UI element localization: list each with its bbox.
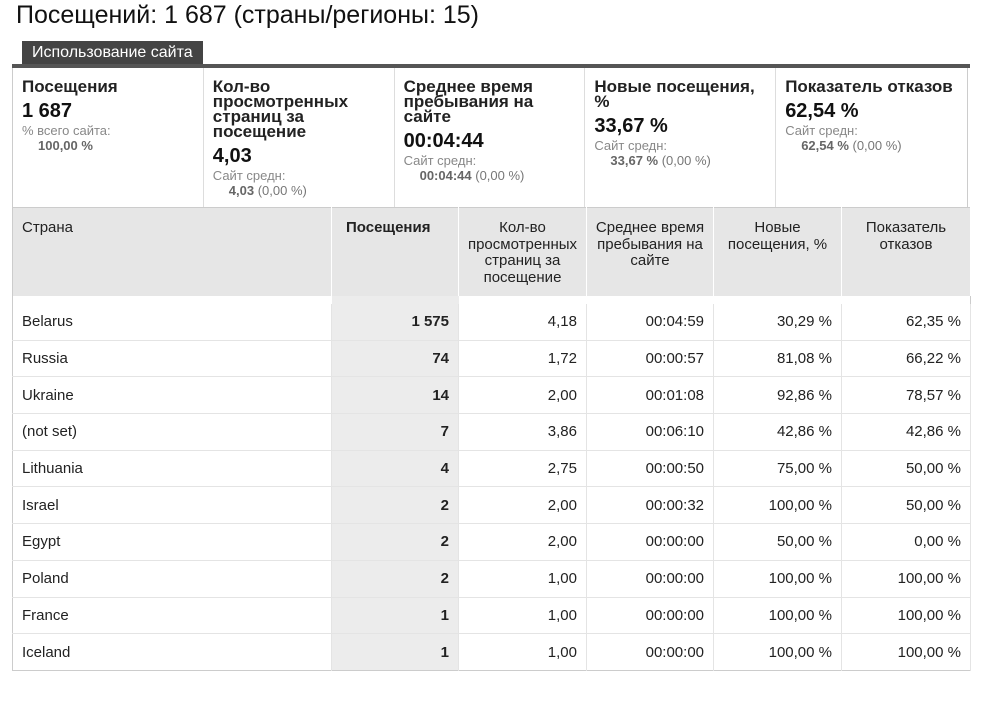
metric-sub-value: 100,00 %	[38, 138, 93, 153]
cell-pages-per-visit: 2,00	[459, 377, 587, 414]
cell-visits: 74	[332, 340, 459, 377]
cell-pages-per-visit: 1,00	[459, 560, 587, 597]
cell-pages-per-visit: 2,75	[459, 450, 587, 487]
cell-visits: 7	[332, 414, 459, 451]
cell-bounce-rate: 100,00 %	[842, 597, 971, 634]
column-header-avg-time[interactable]: Среднее время пребывания на сайте	[587, 208, 714, 296]
cell-new-visits: 92,86 %	[714, 377, 842, 414]
cell-country[interactable]: Israel	[13, 487, 332, 524]
cell-country[interactable]: France	[13, 597, 332, 634]
country-table	[12, 207, 971, 671]
metric-pages-per-visit	[204, 68, 395, 207]
cell-country[interactable]: Russia	[13, 340, 332, 377]
column-header-country[interactable]: Страна	[13, 208, 332, 296]
metrics-summary	[12, 68, 968, 207]
cell-bounce-rate: 62,35 %	[842, 304, 971, 341]
metric-sub-label: Сайт средн:	[785, 123, 858, 138]
cell-avg-time: 00:00:32	[587, 487, 714, 524]
table-header-row	[13, 208, 971, 296]
cell-new-visits: 42,86 %	[714, 414, 842, 451]
metric-bounce-rate	[776, 68, 967, 207]
metric-title: Новые посещения, %	[594, 77, 755, 111]
cell-avg-time: 00:06:10	[587, 414, 714, 451]
column-header-new-visits[interactable]: Новые посещения, %	[714, 208, 842, 296]
cell-country[interactable]: Iceland	[13, 634, 332, 671]
cell-visits: 2	[332, 524, 459, 561]
cell-bounce-rate: 50,00 %	[842, 450, 971, 487]
metric-new-visits	[585, 68, 776, 207]
cell-bounce-rate: 0,00 %	[842, 524, 971, 561]
metric-sub-value: 00:04:44 (0,00 %)	[419, 168, 525, 183]
cell-visits: 2	[332, 560, 459, 597]
cell-new-visits: 50,00 %	[714, 524, 842, 561]
table-row	[13, 377, 971, 414]
tab-site-usage[interactable]: Использование сайта	[22, 41, 203, 65]
metric-title: Посещения	[22, 77, 118, 96]
column-header-visits[interactable]: Посещения	[332, 208, 459, 296]
cell-avg-time: 00:00:00	[587, 597, 714, 634]
metric-sub-label: Сайт средн:	[212, 168, 286, 183]
metric-value: 4,03	[212, 145, 252, 167]
metric-value: 00:04:44	[403, 130, 484, 152]
cell-country[interactable]: Lithuania	[13, 450, 332, 487]
cell-avg-time: 00:00:00	[587, 524, 714, 561]
metric-sub-label: Сайт средн:	[403, 153, 477, 168]
cell-pages-per-visit: 2,00	[459, 524, 587, 561]
page-title: Посещений: 1 687 (страны/регионы: 15)	[16, 1, 480, 29]
table-row	[13, 634, 971, 671]
table-row	[13, 414, 971, 451]
cell-avg-time: 00:00:00	[587, 560, 714, 597]
cell-avg-time: 00:00:57	[587, 340, 714, 377]
cell-avg-time: 00:01:08	[587, 377, 714, 414]
metric-title: Кол-во просмотренных страниц за посещение	[212, 77, 349, 141]
cell-bounce-rate: 50,00 %	[842, 487, 971, 524]
cell-bounce-rate: 100,00 %	[842, 560, 971, 597]
metric-sub-label: % всего сайта:	[22, 123, 111, 138]
cell-new-visits: 75,00 %	[714, 450, 842, 487]
cell-pages-per-visit: 1,00	[459, 597, 587, 634]
cell-avg-time: 00:04:59	[587, 304, 714, 341]
cell-new-visits: 30,29 %	[714, 304, 842, 341]
cell-avg-time: 00:00:00	[587, 634, 714, 671]
cell-avg-time: 00:00:50	[587, 450, 714, 487]
cell-pages-per-visit: 1,00	[459, 634, 587, 671]
metric-sub-value: 62,54 % (0,00 %)	[801, 138, 902, 153]
metric-avg-time	[395, 68, 586, 207]
cell-visits: 2	[332, 487, 459, 524]
cell-visits: 4	[332, 450, 459, 487]
cell-bounce-rate: 42,86 %	[842, 414, 971, 451]
metric-title: Показатель отказов	[785, 77, 953, 96]
table-spacer	[13, 296, 971, 304]
column-header-bounce-rate[interactable]: Показатель отказов	[842, 208, 971, 296]
cell-pages-per-visit: 1,72	[459, 340, 587, 377]
cell-visits: 1	[332, 597, 459, 634]
cell-new-visits: 100,00 %	[714, 634, 842, 671]
table-row	[13, 524, 971, 561]
metric-value: 62,54 %	[785, 100, 859, 122]
metric-value: 33,67 %	[594, 115, 668, 137]
metric-sub-value: 33,67 % (0,00 %)	[610, 153, 711, 168]
cell-pages-per-visit: 2,00	[459, 487, 587, 524]
metric-sub-value: 4,03 (0,00 %)	[228, 183, 307, 198]
cell-pages-per-visit: 3,86	[459, 414, 587, 451]
table-row	[13, 560, 971, 597]
table-row	[13, 597, 971, 634]
metric-sub-label: Сайт средн:	[594, 138, 668, 153]
cell-bounce-rate: 78,57 %	[842, 377, 971, 414]
cell-pages-per-visit: 4,18	[459, 304, 587, 341]
metric-title: Среднее время пребывания на сайте	[403, 77, 534, 126]
cell-visits: 1	[332, 634, 459, 671]
table-row	[13, 487, 971, 524]
cell-new-visits: 100,00 %	[714, 597, 842, 634]
metric-visits	[13, 68, 204, 207]
cell-visits: 14	[332, 377, 459, 414]
cell-new-visits: 100,00 %	[714, 560, 842, 597]
cell-country[interactable]: Belarus	[13, 304, 332, 341]
cell-bounce-rate: 66,22 %	[842, 340, 971, 377]
cell-country[interactable]: Poland	[13, 560, 332, 597]
cell-country[interactable]: Ukraine	[13, 377, 332, 414]
table-row	[13, 340, 971, 377]
metric-value: 1 687	[22, 100, 73, 122]
cell-visits: 1 575	[332, 304, 459, 341]
column-header-pages-per-visit[interactable]: Кол-во просмотренных страниц за посещение	[459, 208, 587, 296]
cell-country[interactable]: Egypt	[13, 524, 332, 561]
cell-country[interactable]: (not set)	[13, 414, 332, 451]
table-row	[13, 450, 971, 487]
cell-bounce-rate: 100,00 %	[842, 634, 971, 671]
cell-new-visits: 81,08 %	[714, 340, 842, 377]
cell-new-visits: 100,00 %	[714, 487, 842, 524]
table-row	[13, 304, 971, 341]
